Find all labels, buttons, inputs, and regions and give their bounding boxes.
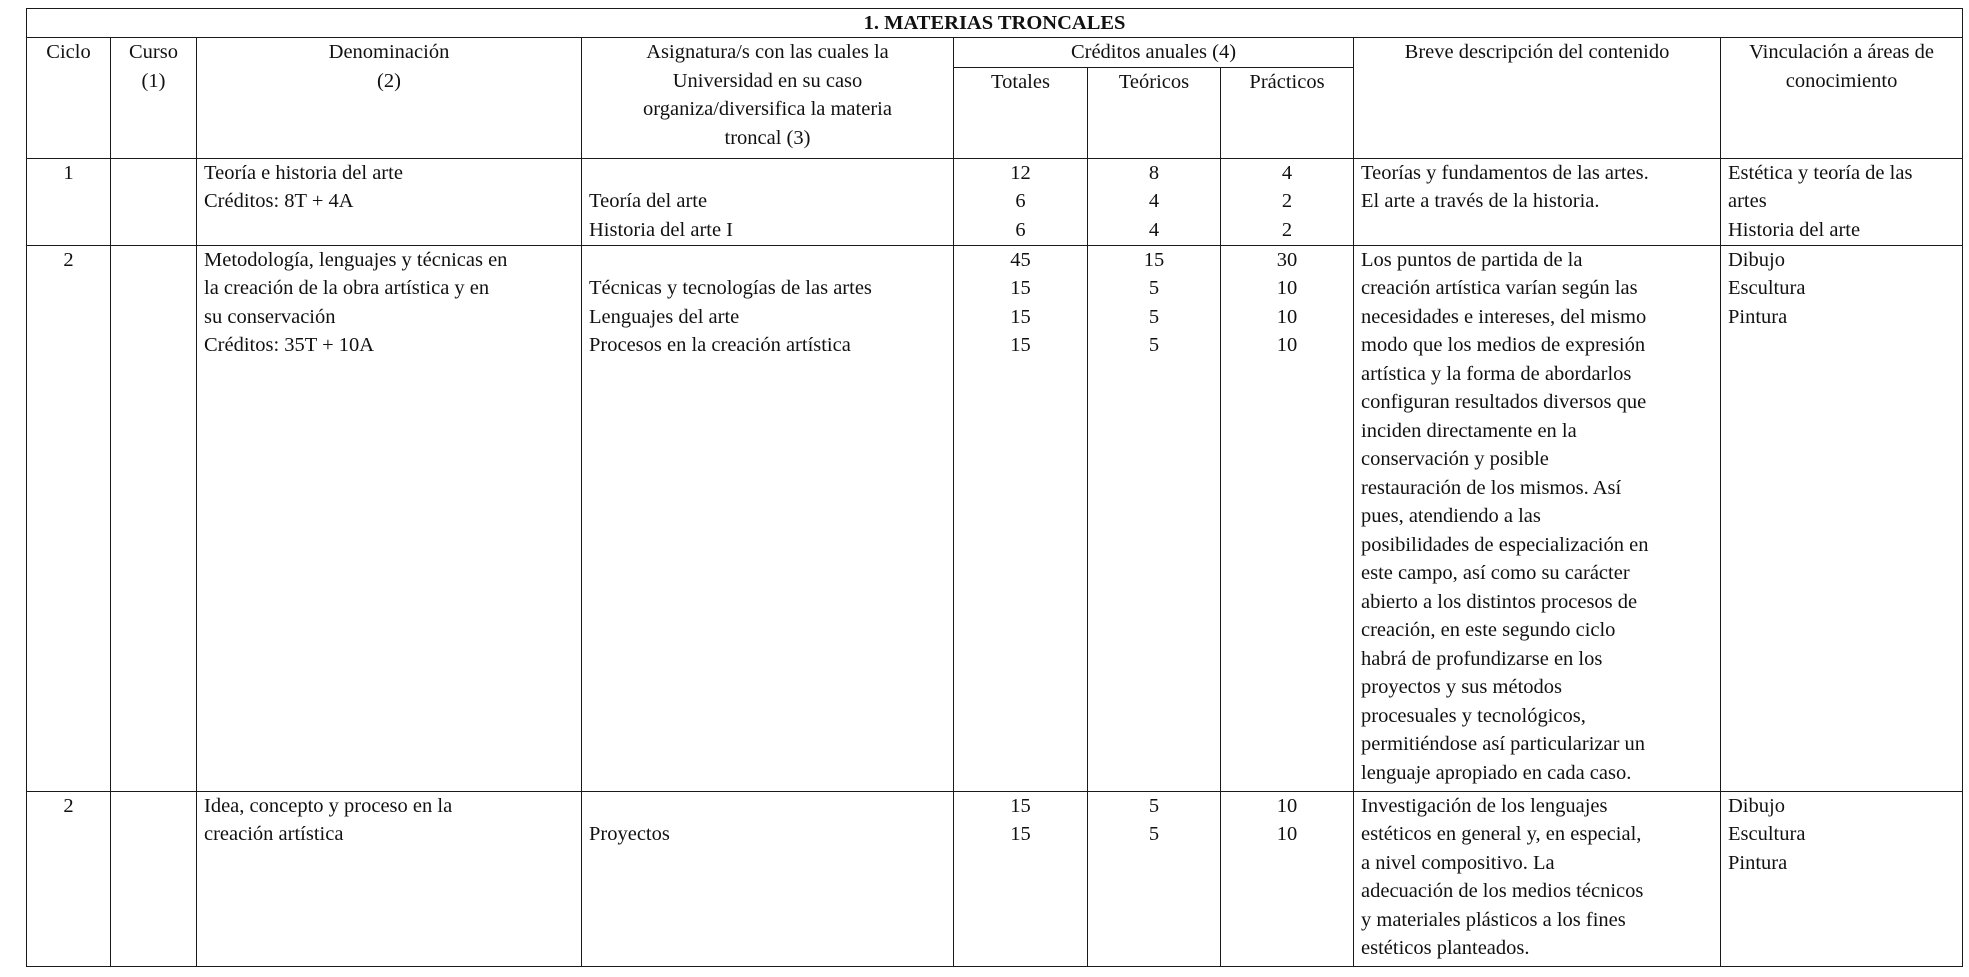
header-practicos: Prácticos xyxy=(1221,67,1354,158)
cell-descripcion: Teorías y fundamentos de las artes. El arte a través de la historia. xyxy=(1354,158,1721,245)
cell-totales: 45 15 15 15 xyxy=(954,245,1088,791)
cell-denominacion: Teoría e historia del arte Créditos: 8T + 4A xyxy=(197,158,582,245)
header-creditos: Créditos anuales (4) xyxy=(954,38,1354,68)
cell-practicos: 10 10 xyxy=(1221,791,1354,966)
header-ciclo: Ciclo xyxy=(27,38,111,159)
header-curso: Curso (1) xyxy=(111,38,197,159)
cell-vinculacion: Dibujo Escultura Pintura xyxy=(1721,791,1963,966)
cell-ciclo: 1 xyxy=(27,158,111,245)
table-row xyxy=(27,158,1963,245)
header-asignaturas: Asignatura/s con las cuales la Universidad en su caso organiza/diversifica la materia troncal (3) xyxy=(582,38,954,159)
cell-descripcion: Los puntos de partida de la creación artística varían según las necesidades e intereses, del mismo modo que los medios de expresión artística y la forma de abordarlos configuran resultados diversos que inciden directamente en la conservación y posible restauración de los mismos. Así pues, atendiendo a las posibilidades de especialización en este campo, así como su carácter abierto a los distintos procesos de creación, en este segundo ciclo habrá de profundizarse en los proyectos y sus métodos procesuales y tecnológicos, permitiéndose así particularizar un lenguaje apropiado en cada caso. xyxy=(1354,245,1721,791)
materias-troncales-table xyxy=(26,8,1963,967)
cell-ciclo: 2 xyxy=(27,245,111,791)
cell-asignaturas: Teoría del arte Historia del arte I xyxy=(582,158,954,245)
cell-asignaturas: Proyectos xyxy=(582,791,954,966)
cell-asignaturas: Técnicas y tecnologías de las artes Lenguajes del arte Procesos en la creación artística xyxy=(582,245,954,791)
table-title: 1. MATERIAS TRONCALES xyxy=(27,9,1963,38)
table-row xyxy=(27,791,1963,966)
header-denominacion: Denominación (2) xyxy=(197,38,582,159)
cell-practicos: 30 10 10 10 xyxy=(1221,245,1354,791)
header-totales: Totales xyxy=(954,67,1088,158)
cell-denominacion: Metodología, lenguajes y técnicas en la creación de la obra artística y en su conservación Créditos: 35T + 10A xyxy=(197,245,582,791)
cell-teoricos: 15 5 5 5 xyxy=(1088,245,1221,791)
cell-descripcion: Investigación de los lenguajes estéticos en general y, en especial, a nivel compositivo. La adecuación de los medios técnicos y materiales plásticos a los fines estéticos planteados. xyxy=(1354,791,1721,966)
cell-practicos: 4 2 2 xyxy=(1221,158,1354,245)
cell-totales: 12 6 6 xyxy=(954,158,1088,245)
document-page xyxy=(26,8,1962,967)
cell-curso xyxy=(111,791,197,966)
cell-ciclo: 2 xyxy=(27,791,111,966)
cell-totales: 15 15 xyxy=(954,791,1088,966)
cell-vinculacion: Dibujo Escultura Pintura xyxy=(1721,245,1963,791)
cell-curso xyxy=(111,245,197,791)
table-row xyxy=(27,245,1963,791)
cell-teoricos: 8 4 4 xyxy=(1088,158,1221,245)
cell-teoricos: 5 5 xyxy=(1088,791,1221,966)
cell-denominacion: Idea, concepto y proceso en la creación artística xyxy=(197,791,582,966)
header-descripcion: Breve descripción del contenido xyxy=(1354,38,1721,159)
header-vinculacion: Vinculación a áreas de conocimiento xyxy=(1721,38,1963,159)
cell-curso xyxy=(111,158,197,245)
header-teoricos: Teóricos xyxy=(1088,67,1221,158)
cell-vinculacion: Estética y teoría de las artes Historia del arte xyxy=(1721,158,1963,245)
